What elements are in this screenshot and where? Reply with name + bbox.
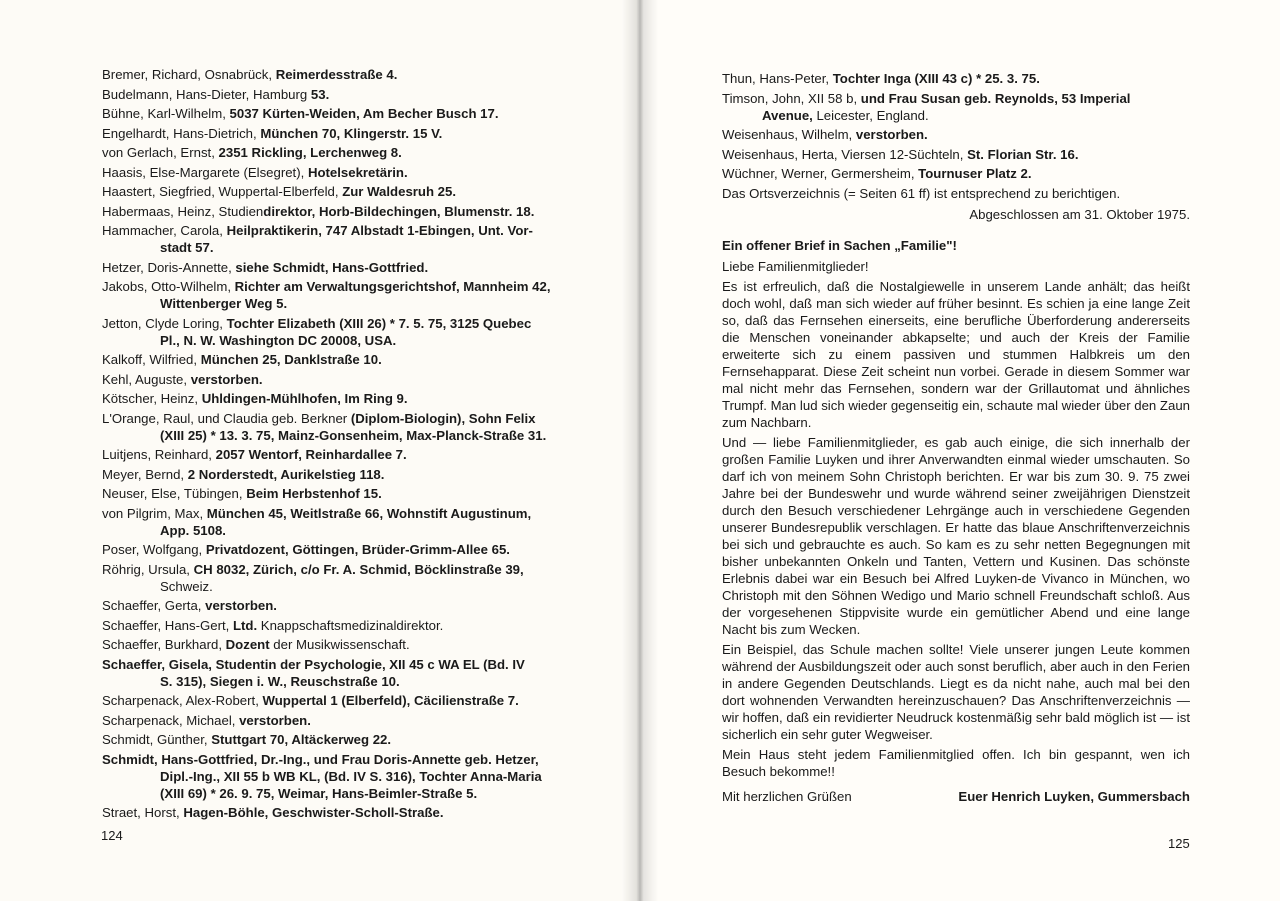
address-entry (102, 203, 574, 220)
entry-detail: Uhldingen-Mühlhofen, Im Ring 9. (201, 391, 408, 406)
address-entry (102, 505, 574, 539)
entry-name: Neuser, Else, Tübingen, (102, 486, 247, 501)
entry-detail: stadt 57. (160, 240, 214, 255)
letter-salutation: Liebe Familienmitglieder! (722, 258, 869, 274)
address-entry (102, 485, 574, 502)
entry-name: Wüchner, Werner, Germersheim, (722, 166, 919, 181)
entry-detail: Privatdozent, Göttingen, Brüder-Grimm-Allee 65. (205, 542, 510, 557)
entry-detail: Dozent (225, 637, 270, 652)
entry-detail: verstorben. (190, 371, 263, 387)
entry-detail: 2 Norderstedt, Aurikelstieg 118. (187, 466, 385, 482)
address-entry (102, 692, 574, 709)
entry-name: Thun, Hans-Peter, (722, 71, 833, 86)
right-page (638, 0, 1280, 901)
entry-detail: 53. (310, 86, 330, 102)
address-entry (102, 144, 574, 161)
entry-name: Jetton, Clyde Loring, (102, 315, 227, 331)
entry-name: Schaeffer, Gerta, (102, 598, 206, 613)
entry-name: Luitjens, Reinhard, (102, 447, 216, 462)
address-list-left (102, 66, 574, 824)
entry-detail-tail: Schweiz. (160, 578, 213, 594)
address-entry (102, 371, 574, 388)
entry-name: Timson, John, XII 58 b, (722, 90, 861, 106)
entry-name: Schaeffer, Burkhard, (102, 637, 226, 652)
address-entry (102, 804, 574, 821)
address-entry (722, 90, 1190, 124)
entry-detail: und Frau Susan geb. Reynolds, 53 Imperial (860, 90, 1131, 106)
address-entry (102, 410, 574, 444)
address-entry (102, 446, 574, 463)
address-entry (102, 636, 574, 653)
entry-detail: Beim Herbstenhof 15. (246, 486, 382, 501)
entry-detail: München 25, Danklstraße 10. (200, 352, 382, 367)
entry-detail: 2351 Rickling, Lerchenweg 8. (218, 145, 402, 160)
entry-detail: verstorben. (205, 598, 277, 613)
letter-closing: Mit herzlichen Grüßen (722, 788, 852, 804)
address-entry (102, 278, 574, 312)
letter-signature: Euer Henrich Luyken, Gummersbach (958, 788, 1190, 804)
entry-detail: Wuppertal 1 (Elberfeld), Cäcilienstraße 7. (262, 693, 519, 708)
entry-name: von Gerlach, Ernst, (102, 145, 219, 160)
letter-paragraph: Es ist erfreulich, daß die Nostalgiewelle in unserem Lande anhält; das heißt doch wohl, daß man sich wieder auf früher besinnt. Es schien ja eine lange Zeit so, daß das Fernsehen einerseits, eine berufliche Überforderung andererseits die Menschen voneinander abkapselte; und auch der Kreis der Familie erweiterte sich zu einem passiven und stummen Halbkreis um den Fernsehapparat. Diese Zeit scheint nun vorbei. Gerade in diesem Sommer war mal nicht mehr das Fernsehen, sondern war der Grillautomat und ähnliches Trumpf. Man lud sich wieder gegenseitig ein, schaute mal wieder über den Zaun zum Nachbarn. (722, 278, 1190, 430)
entry-name: Röhrig, Ursula, (102, 561, 194, 577)
address-entry (722, 146, 1190, 163)
page-number-left: 124 (101, 828, 123, 843)
entry-detail: München 70, Klingerstr. 15 V. (260, 125, 443, 141)
entry-name: Scharpenack, Alex-Robert, (102, 693, 263, 708)
entry-detail: App. 5108. (160, 522, 226, 538)
entry-detail: Zur Waldesruh 25. (342, 184, 457, 199)
entry-detail-tail: der Musikwissenschaft. (269, 637, 410, 652)
entry-detail: verstorben. (239, 712, 311, 728)
address-entry (102, 656, 574, 690)
entry-detail: direktor, Horb-Bildechingen, Blumenstr. 18. (263, 203, 535, 219)
entry-name: Kötscher, Heinz, (102, 391, 202, 406)
entry-detail: Wittenberger Weg 5. (160, 296, 288, 311)
entry-name: Kalkoff, Wilfried, (102, 352, 201, 367)
address-entry (722, 165, 1190, 182)
entry-detail: (Diplom-Biologin), Sohn Felix (350, 410, 536, 426)
entry-detail: Reimerdesstraße 4. (275, 67, 398, 82)
entry-name: Haasis, Else-Margarete (Elsegret), (102, 164, 308, 180)
address-entry (102, 183, 574, 200)
address-entry (102, 259, 574, 276)
entry-name: von Pilgrim, Max, (102, 505, 207, 521)
address-entry (102, 561, 574, 595)
entry-detail: Tournuser Platz 2. (918, 166, 1032, 181)
entry-name: Schmidt, Günther, (102, 732, 212, 747)
entry-detail: Richter am Verwaltungsgerichtshof, Mannheim 42, (234, 279, 551, 294)
entry-name: Budelmann, Hans-Dieter, Hamburg (102, 86, 311, 102)
closed-date: Abgeschlossen am 31. Oktober 1975. (969, 206, 1190, 222)
entry-detail-tail: Knappschaftsmedizinaldirektor. (257, 617, 444, 633)
address-entry (102, 164, 574, 181)
entry-name: Habermaas, Heinz, Studien (102, 203, 264, 219)
address-entry (102, 541, 574, 558)
address-entry (722, 126, 1190, 143)
entry-detail: Ltd. (232, 617, 258, 633)
address-list-right (722, 70, 1190, 182)
entry-detail: Pl., N. W. Washington DC 20008, USA. (160, 332, 397, 348)
address-entry (102, 86, 574, 103)
entry-detail: Tochter Inga (XIII 43 c) * 25. 3. 75. (832, 71, 1040, 86)
left-page (0, 0, 638, 901)
address-entry (102, 751, 574, 802)
entry-detail: Dipl.-Ing., XII 55 b WB KL, (Bd. IV S. 316), Tochter Anna-Maria (160, 768, 542, 784)
address-entry (102, 712, 574, 729)
entry-detail: Avenue, (762, 107, 813, 123)
entry-detail-tail: Leicester, England. (812, 107, 929, 123)
book-gutter (622, 0, 658, 901)
address-entry (102, 125, 574, 142)
address-entry (102, 597, 574, 614)
entry-detail: S. 315), Siegen i. W., Reuschstraße 10. (160, 673, 400, 689)
entry-name: Jakobs, Otto-Wilhelm, (102, 279, 235, 294)
correction-note: Das Ortsverzeichnis (= Seiten 61 ff) ist entsprechend zu berichtigen. (722, 185, 1121, 201)
address-entry (102, 315, 574, 349)
address-entry (102, 617, 574, 634)
address-entry (102, 351, 574, 368)
entry-detail: Hotelsekretärin. (307, 164, 408, 180)
address-entry (102, 390, 574, 407)
entry-name: Schaeffer, Hans-Gert, (102, 617, 233, 633)
letter-heading: Ein offener Brief in Sachen „Familie"! (722, 237, 957, 253)
entry-detail: St. Florian Str. 16. (967, 146, 1079, 162)
address-entry (102, 105, 574, 122)
letter-paragraph: Und — liebe Familienmitglieder, es gab auch einige, die sich innerhalb der großen Familie Luyken und ihrer Anverwandten einmal wieder umschauten. So darf ich von meinem Sohn Christoph berichten. Er war bis zum 30. 9. 75 zwei Jahre bei der Bundeswehr und wurde während seiner zweijährigen Dienstzeit durch den Besuch verschiedener Lehrgänge auch in verschiedene Gegenden unserer Bundesrepublik verschlagen. Er hatte das blaue Anschriftenverzeichnis bei sich und gebrauchte es auch. So kam es zu sehr netten Begegnungen mit bisher unbekannten Onkeln und Tanten, Vettern und Kusinen. Das schönste Erlebnis dabei war ein Besuch bei Alfred Luyken-de Vivanco in München, wo Christoph mit den Söhnen Wedigo und Mario schnell Freundschaft schloß. Aus der vorgesehenen Stippvisite wurde ein gemütlicher Abend und eine lange Nacht bis zum Wecken. (722, 434, 1190, 637)
entry-detail: Schmidt, Hans-Gottfried, Dr.-Ing., und Frau Doris-Annette geb. Hetzer, (102, 751, 539, 767)
entry-detail: Tochter Elizabeth (XIII 26) * 7. 5. 75, 3125 Quebec (226, 315, 532, 331)
letter-signoff (722, 788, 1190, 805)
entry-detail: (XIII 69) * 26. 9. 75, Weimar, Hans-Beimler-Straße 5. (160, 785, 478, 801)
entry-name: Poser, Wolfgang, (102, 542, 206, 557)
entry-name: Weisenhaus, Wilhelm, (722, 127, 856, 142)
page-number-right: 125 (1168, 836, 1190, 851)
entry-name: Weisenhaus, Herta, Viersen 12-Süchteln, (722, 146, 968, 162)
entry-name: Scharpenack, Michael, (102, 712, 240, 728)
entry-name: Bremer, Richard, Osnabrück, (102, 67, 276, 82)
entry-detail: Stuttgart 70, Altäckerweg 22. (211, 732, 392, 747)
address-entry (102, 222, 574, 256)
entry-detail: verstorben. (855, 127, 928, 142)
entry-detail: Schaeffer, Gisela, Studentin der Psychologie, XII 45 c WA EL (Bd. IV (102, 656, 525, 672)
entry-name: L'Orange, Raul, und Claudia geb. Berkner (102, 410, 351, 426)
entry-detail: siehe Schmidt, Hans-Gottfried. (235, 259, 429, 275)
entry-name: Hammacher, Carola, (102, 223, 227, 238)
entry-name: Straet, Horst, (102, 805, 184, 820)
entry-detail: Heilpraktikerin, 747 Albstadt 1-Ebingen, Unt. Vor- (226, 223, 533, 238)
entry-detail: 2057 Wentorf, Reinhardallee 7. (215, 447, 407, 462)
entry-name: Meyer, Bernd, (102, 466, 188, 482)
entry-detail: (XIII 25) * 13. 3. 75, Mainz-Gonsenheim, Max-Planck-Straße 31. (160, 427, 547, 443)
letter-paragraph: Ein Beispiel, das Schule machen sollte! Viele unserer jungen Leute kommen während der Ausbildungszeit oder auch sonst beruflich, aber auch in den Ferien in andere Gegenden Deutschlands. Liegt es da nicht nahe, auch mal bei den dort wohnenden Verwandten hereinzuschauen? Das Anschriftenverzeichnis — wir hoffen, daß ein revidierter Neudruck kostenmäßig sehr bald möglich ist — ist sicherlich ein sehr guter Wegweiser. (722, 641, 1190, 742)
right-column (722, 70, 1190, 805)
entry-name: Hetzer, Doris-Annette, (102, 259, 236, 275)
address-entry (102, 66, 574, 83)
address-entry (102, 466, 574, 483)
entry-name: Haastert, Siegfried, Wuppertal-Elberfeld, (102, 184, 343, 199)
entry-detail: Hagen-Böhle, Geschwister-Scholl-Straße. (183, 805, 444, 820)
address-entry (102, 731, 574, 748)
letter-paragraph: Mein Haus steht jedem Familienmitglied offen. Ich bin gespannt, wen ich Besuch bekomme!! (722, 746, 1190, 779)
entry-name: Kehl, Auguste, (102, 371, 191, 387)
entry-detail: München 45, Weitlstraße 66, Wohnstift Augustinum, (206, 505, 532, 521)
entry-name: Engelhardt, Hans-Dietrich, (102, 125, 261, 141)
entry-detail: CH 8032, Zürich, c/o Fr. A. Schmid, Böcklinstraße 39, (193, 561, 524, 577)
address-entry (722, 70, 1190, 87)
entry-name: Bühne, Karl-Wilhelm, (102, 106, 230, 121)
entry-detail: 5037 Kürten-Weiden, Am Becher Busch 17. (229, 106, 499, 121)
